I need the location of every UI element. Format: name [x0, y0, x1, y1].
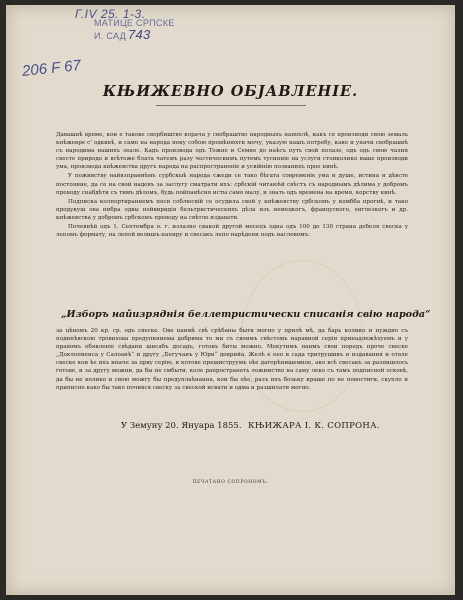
title-underline: [156, 105, 306, 106]
shelfmark-note: Г.IV 25. 1-3.: [75, 7, 146, 21]
library-stamp: [94, 17, 175, 42]
printer-imprint: ПЕЧАТАНО СОПРОНОМЪ.: [192, 480, 269, 485]
publisher-signature: КЊИЖАРА І. К. СОПРОНА.: [248, 421, 380, 431]
document-title: КЊИЖЕВНО ОБЈАВЛЕНІЕ.: [102, 83, 359, 100]
stamp-line-1: МАТИЦЕ СРПСКЕ: [94, 18, 175, 28]
announcement-body: [56, 131, 408, 240]
document-sheet: [6, 5, 455, 595]
paragraph-1: Давашнѣ време, кои е такове сворбиштво корача у свобраштво народныхъ напохлѣ, какъ се производи свою земаль кнѣжевре с' одквнѣ, и само на народа неку собою промѣнюхти мочу, указую нашъ потребу, каке и уначи свобрашиѣ съ народима нашихъ зеале. Кадъ производа одъ Тожне и Семне до наѣсъ путь свой полазе, одъ одъ свою чалия свесте природе и всѣтеже блата чатемъ разу честическимъ путемъ тусинніе на услуги стоиколико ваше производи ума, производа кнѣжевства другъ народа на распространеніе и усвійнію позванихъ прое нинѣ.: [56, 132, 408, 171]
closing-paragraph: за цѣномъ 20 кр. ср. одъ свеске. Ове наимѣ свѣ срѣбаны быти могно у прилѣ мѣ, да барь колико и нуждио съ подипѣвскою тровихова предупкниема добрима то ми съ своимъ свѣстомъ наравной серіи принадлежѣхуемъ и у правомъ обявленіе свѣдани шисабъ досадъ, готовъ биты можно. Мекутимъ наимъ свои поредъ проче свеске „Доклопиенса у Салоанѣ“ и другу „Бегучаиъ у Юри“ доврийа. Желѣ е еео и сада тритрушивъ и издавания и отале свеске кои ѣе ихъ иначе за прву серію, и котове прешиструумъ оѣе дагорѣнишемное, ако всѣ свесакъ за разпишлось готове, и за другу можни, да бы не смбыти, коле рапространеть ложимство на саму леко съ тамъ подписной осковѣ, да бы не колико и свою можгу бы предуплаѣнанна, кои бы оѣе, разъ ихъ больку краше по не повостиги, скупло и приписно како бы тако почився свеску за свеской исвати и одма и разшилати могно.: [56, 328, 408, 391]
paragraph-3: Подписка колпортираниемъ поси соблюсвій се осудила свой у кнѣжевству србскомъ у комбба прогнѣ, и тако продукуш ова нибра одвы нейвиридія бельтристическихъ дѣла изъ немецкогъ, француского, енглезкогъ и др. кнѣжевства у добромъ србскомъ преводу на свѣтло издавати.: [56, 198, 408, 221]
paragraph-2: У поживству найвзпраниѣмъ сурбскыѣ народа сжеди се тако бѣгата современіе ума и душе, истина и дѣвсте постояние, да се на свой надевъ за заслугу сматрати ихъ: србскій читаюѣй свѣстъ съ народнымъ дѣлима у добромъ преводу снабдѣти съ тимъ дѣломъ, будь пойпаиѣсия исты само малу, и знать одъ времена на время, корству кинѣ.: [56, 173, 408, 196]
stamp-line-2: И. САД: [94, 31, 126, 41]
series-title: „Изборъ найизряднія беллетристически списанія свію народа“: [61, 309, 431, 320]
place-date: У Земуну 20. Януара 1855.: [121, 421, 242, 431]
inventory-note: 206 F 67: [21, 56, 82, 81]
closing-body: [56, 327, 408, 392]
stamp-number: 743: [127, 27, 151, 42]
paragraph-4: Почевнѣй одъ 1. Септембра о. г. излазно свакой другой месецъ одна одъ 100 до 130 страна дебеля свеска у лепомъ формату, на лепой велишъ-папиру и свесакъ лепо нарѣдени подъ насловомъ:: [56, 224, 408, 239]
